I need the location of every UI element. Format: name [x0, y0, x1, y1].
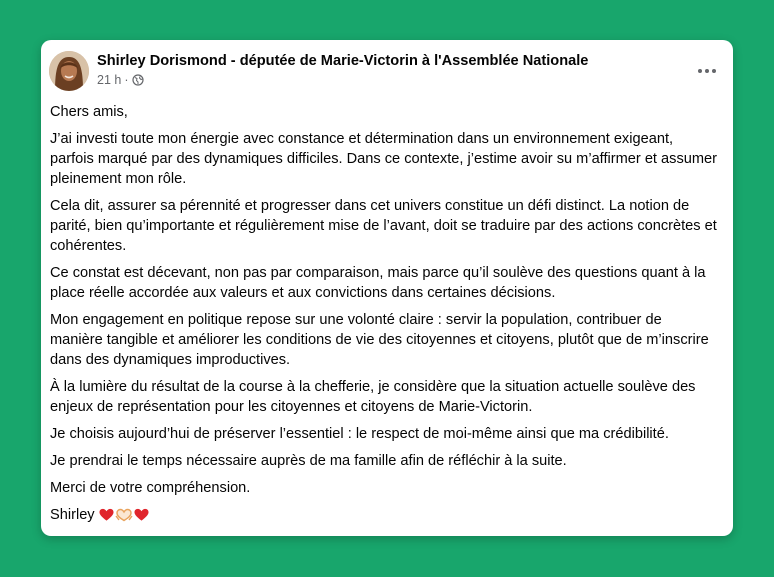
heart-hands-icon: [115, 508, 133, 522]
post-signature: Shirley: [50, 507, 95, 523]
avatar-photo: [49, 51, 89, 91]
post-body: [50, 102, 717, 532]
meta-separator: ·: [124, 73, 129, 87]
post-header: [49, 51, 723, 93]
post-paragraph: Je prendrai le temps nécessaire auprès de ma famille afin de réfléchir à la suite.: [50, 453, 567, 469]
author-avatar[interactable]: [49, 51, 89, 91]
post-timestamp[interactable]: 21 h: [97, 73, 122, 87]
post-paragraph: Cela dit, assurer sa pérennité et progresser dans cet univers constitue un défi distinct. La notion de parité, bien qu’importante et régulièrement mise de l’avant, doit se traduire par des actions concrètes et cohérentes.: [50, 198, 717, 254]
more-options-icon[interactable]: [695, 61, 719, 81]
signature-emojis: [99, 508, 150, 522]
post-paragraph: J’ai investi toute mon énergie avec constance et détermination dans un environnement exigeant, parfois marqué par des dynamiques difficiles. Dans ce contexte, j’estime avoir su m’affirmer et assumer pleinement mon rôle.: [50, 131, 718, 187]
globe-icon[interactable]: [132, 74, 144, 86]
post-signature-line: [50, 505, 717, 525]
post-paragraph: Je choisis aujourd’hui de préserver l’essentiel : le respect de moi-même ainsi que ma crédibilité.: [50, 426, 669, 442]
post-paragraph: Ce constat est décevant, non pas par comparaison, mais parce qu’il soulève des questions quant à la place réelle accordée aux valeurs et aux convictions dans certaines décisions.: [50, 265, 706, 301]
post-paragraph: À la lumière du résultat de la course à la chefferie, je considère que la situation actuelle soulève des enjeux de représentation pour les citoyennes et citoyens de Marie-Victorin.: [50, 379, 696, 415]
post-paragraph: Chers amis,: [50, 104, 128, 120]
facebook-post-card: [41, 40, 733, 536]
author-name[interactable]: Shirley Dorismond - députée de Marie-Victorin à l'Assemblée Nationale: [97, 53, 589, 69]
post-meta: [97, 73, 144, 87]
post-paragraph: Merci de votre compréhension.: [50, 480, 251, 496]
red-heart-icon: [134, 508, 149, 522]
red-heart-icon: [99, 508, 114, 522]
post-paragraph: Mon engagement en politique repose sur une volonté claire : servir la population, contribuer de manière tangible et améliorer les conditions de vie des citoyennes et citoyens, plutôt que de m’inscrire dans des dynamiques improductives.: [50, 312, 709, 368]
